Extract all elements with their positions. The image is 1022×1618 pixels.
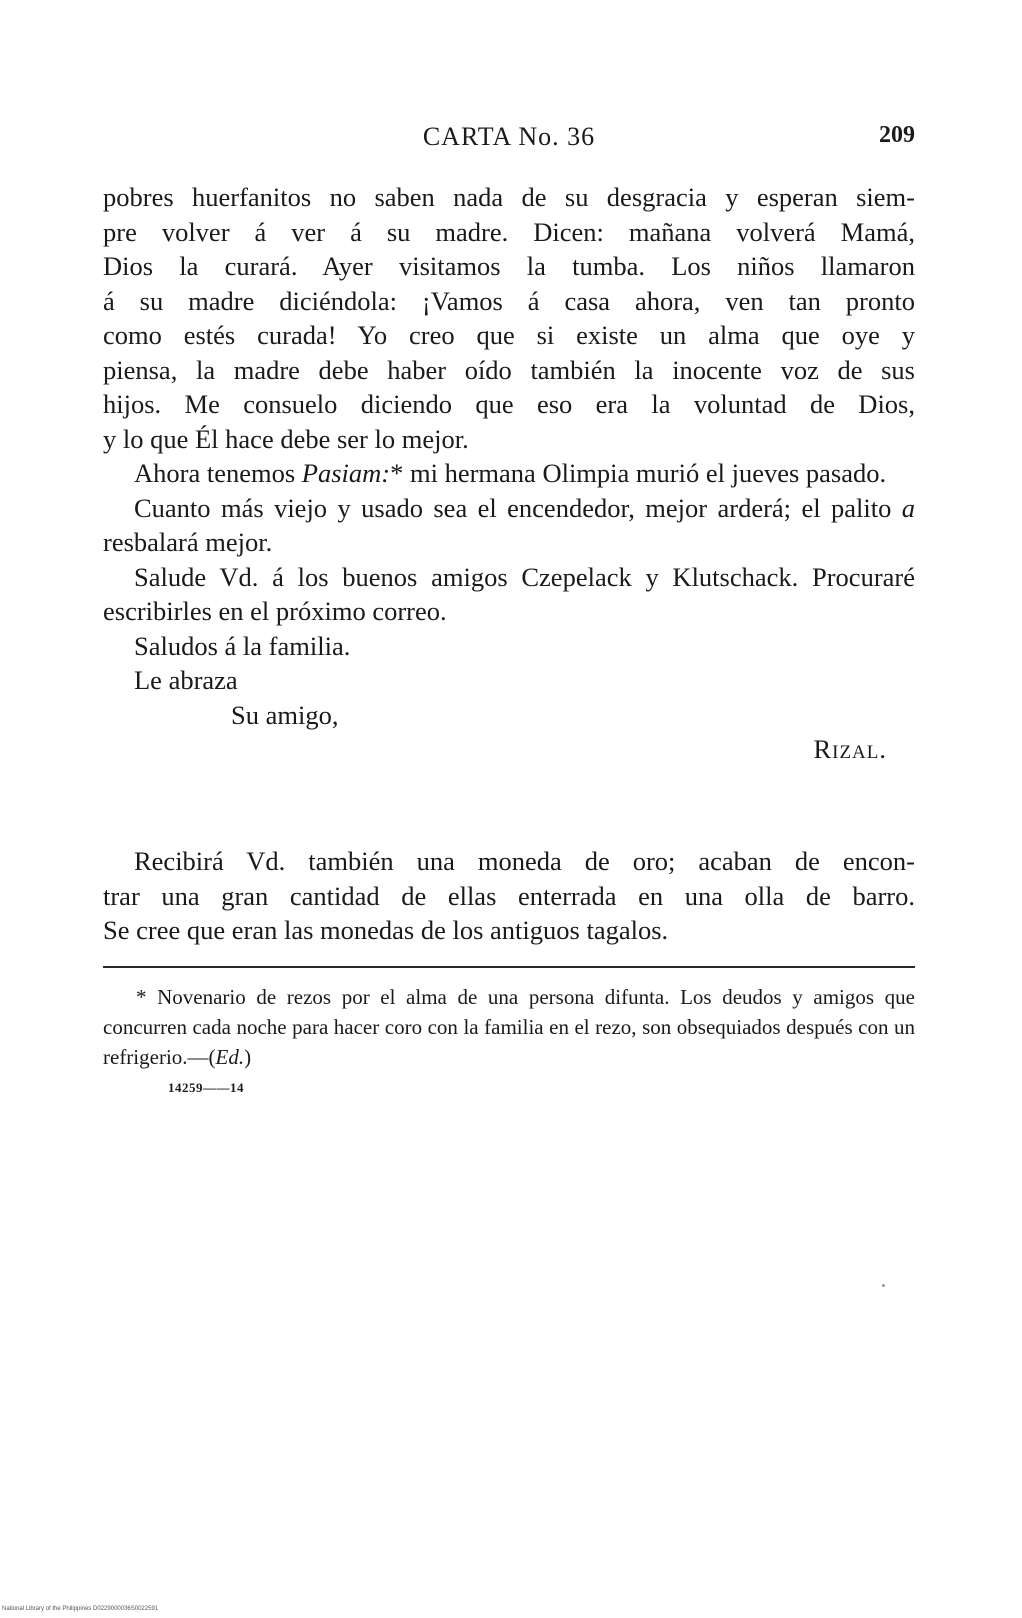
- body-line: á su madre diciéndola: ¡Vamos á casa ahora, ven tan pronto: [103, 285, 915, 316]
- page-header: [103, 122, 915, 162]
- editor-mark: Ed.: [215, 1045, 245, 1069]
- closing-line: Le abraza: [134, 665, 238, 695]
- postscript: [103, 844, 915, 948]
- body-line: pobres huerfanitos no saben nada de su desgracia y esperan siem-: [103, 182, 915, 212]
- paragraph-text: Cuanto más viejo y usado sea el encendedor, mejor arderá; el palito: [134, 492, 902, 523]
- paragraph-text: * mi hermana Olimpia murió el jueves pasado.: [390, 458, 887, 488]
- paragraph-text: resbalará mejor.: [103, 527, 273, 557]
- postscript-line: Recibirá Vd. también una moneda de oro; acaban de encon-: [134, 846, 915, 876]
- body-line: pre volver á ver á su madre. Dicen: mañana volverá Mamá,: [103, 216, 915, 247]
- body-line: hijos. Me consuelo diciendo que eso era la voluntad de Dios,: [103, 389, 915, 419]
- printer-signature-code: 14259——14: [168, 1080, 244, 1095]
- greeting-family: Saludos á la familia.: [134, 630, 351, 661]
- library-watermark: National Library of the Philippines D0229000036S0022591: [2, 1606, 159, 1612]
- scan-speck: [882, 1284, 885, 1287]
- body-line: piensa, la madre debe haber oído también la inocente voz de sus: [103, 354, 915, 385]
- body-line: y lo que Él hace debe ser lo mejor.: [103, 423, 469, 454]
- footnote: [103, 982, 915, 1072]
- closing-line-friend: Su amigo,: [231, 699, 339, 730]
- footnote-close: ): [244, 1045, 252, 1069]
- paragraph-text: Ahora tenemos: [134, 458, 302, 488]
- page-number: 209: [879, 122, 915, 148]
- italic-term: Pasiam:: [301, 458, 391, 488]
- paragraph-encendedor: [103, 491, 915, 560]
- paragraph-pasiam: [103, 456, 915, 491]
- italic-term: a: [901, 492, 915, 523]
- letter-title: CARTA No. 36: [422, 122, 596, 151]
- postscript-line: Se cree que eran las monedas de los antiguos tagalos.: [103, 915, 669, 945]
- postscript-line: trar una gran cantidad de ellas enterrada en una olla de barro.: [103, 880, 915, 911]
- footnote-divider: [103, 966, 915, 968]
- paragraph-amigos: Salude Vd. á los buenos amigos Czepelack y Klutschack. Procuraré escribirles en el próximo correo.: [103, 561, 915, 626]
- footnote-text: [103, 982, 915, 1072]
- body-line: Dios la curará. Ayer visitamos la tumba. Los niños llamaron: [103, 251, 915, 281]
- body-line: como estés curada! Yo creo que si existe un alma que oye y: [103, 320, 915, 350]
- letter-body: [103, 180, 915, 767]
- signature: Rizal.: [813, 734, 887, 764]
- footnote-body: * Novenario de rezos por el alma de una persona difunta. Los deudos y amigos que concurren cada noche para hacer coro con la familia en el rezo, son obsequiados después con un refrigerio.—(: [103, 985, 915, 1069]
